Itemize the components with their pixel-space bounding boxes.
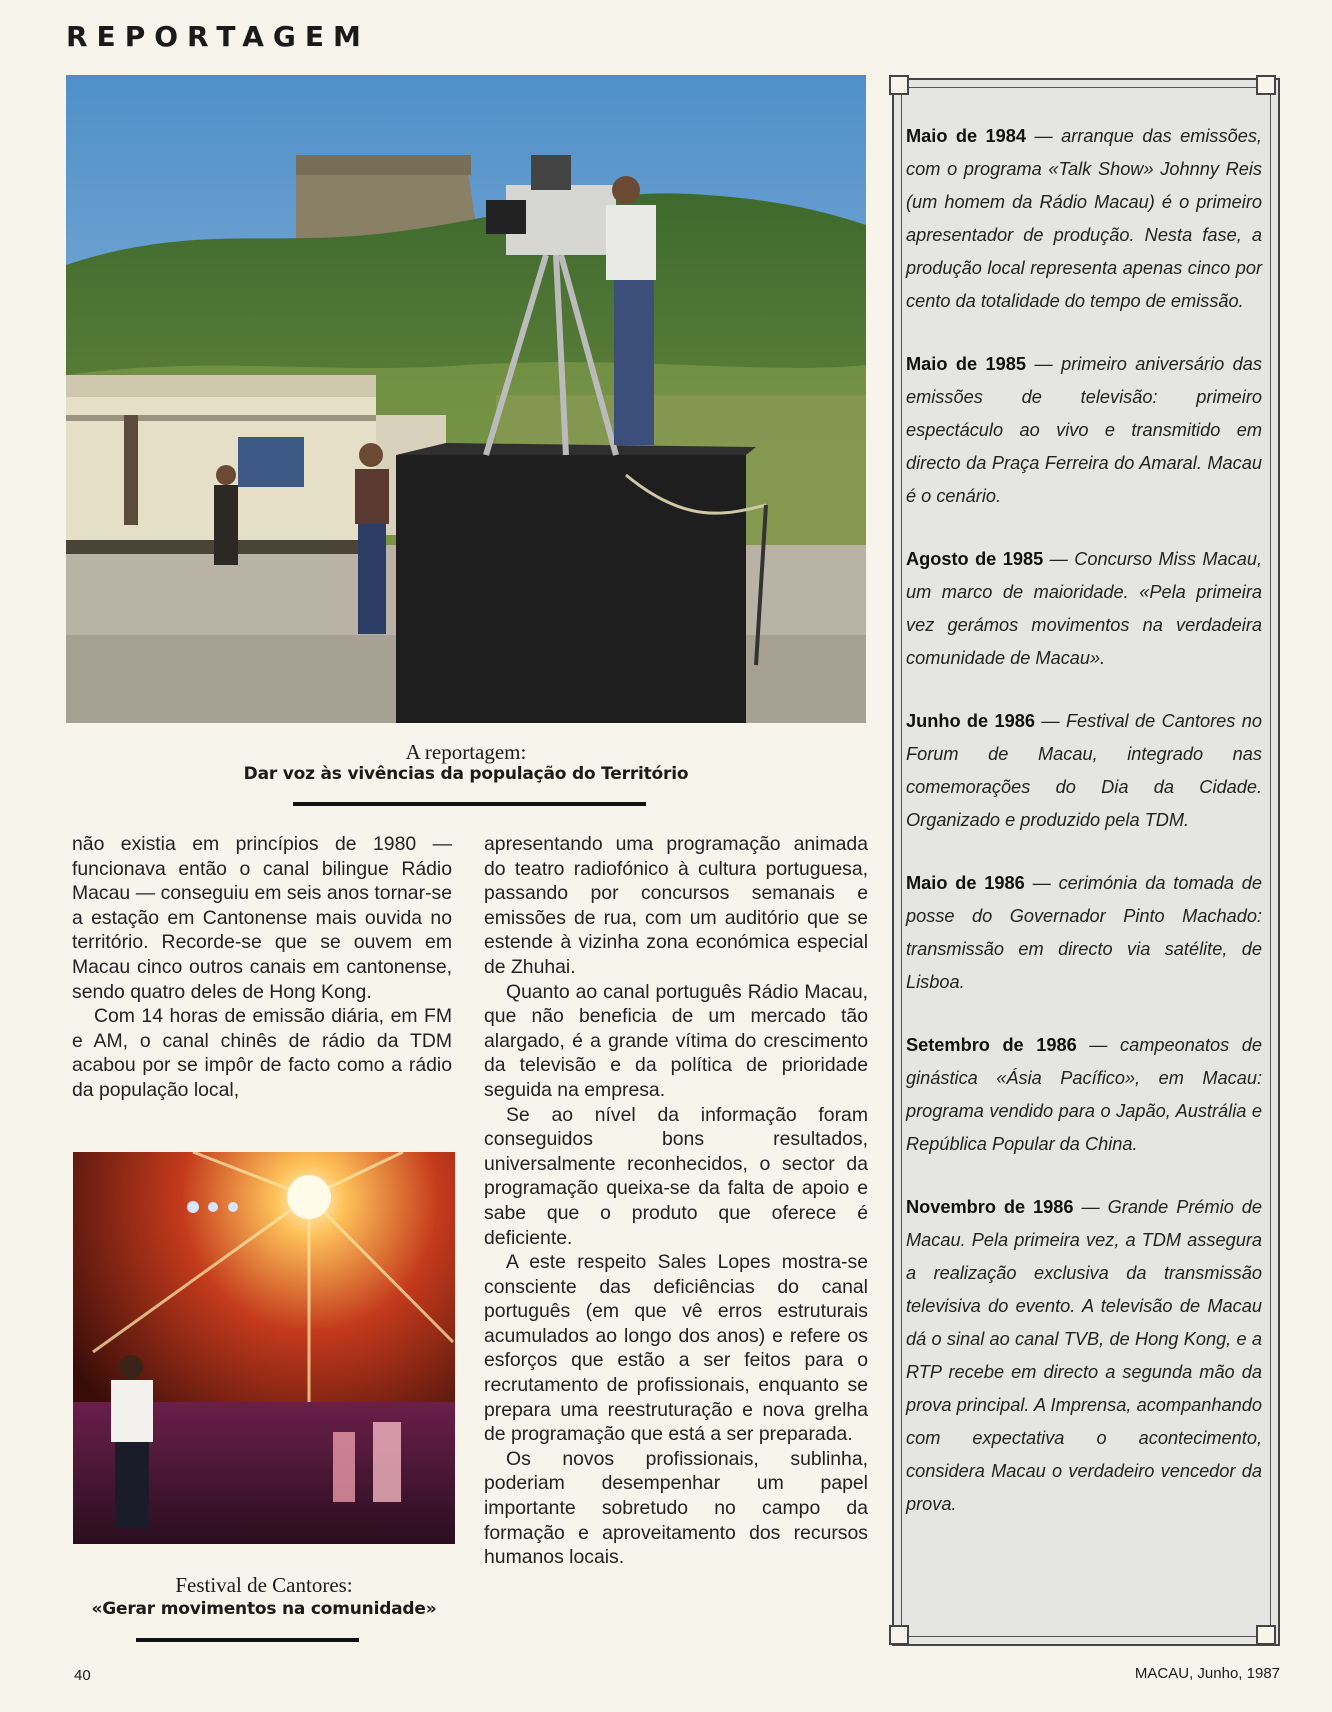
paragraph: Quanto ao canal português Rádio Macau, que não beneficia de um mercado tão alargado, é a grande vítima do crescimento da televisão e da política de prioridade seguida na empresa.	[484, 980, 868, 1101]
timeline-date: Maio de 1984	[906, 126, 1027, 146]
paragraph: apresentando uma programação animada do teatro radiofónico à cultura portuguesa, passando por concursos semanais e emissões de rua, com um auditório que se estende à vizinha zona económica especial de Zhuhai.	[484, 833, 868, 978]
timeline-text: — Grande Prémio de Macau. Pela primeira vez, a TDM assegura a realização exclusiva da transmissão televisiva do evento. A televisão de Macau dá o sinal ao canal TVB, de Hong Kong, e a RTP recebe em directo a segunda mão da prova principal. A Imprensa, acompanhando com expectativa o acontecimento, considera Macau o verdadeiro vencedor da prova.	[906, 1197, 1263, 1514]
timeline	[906, 120, 1262, 1551]
timeline-date: Novembro de 1986	[906, 1197, 1074, 1217]
paragraph: não existia em princípios de 1980 — funcionava então o canal bilingue Rádio Macau — conseguiu em seis anos tornar-se a estação em Cantonense mais ouvida no território. Recorde-se que se ouvem em Macau cinco outros canais em cantonense, sendo quatro deles de Hong Kong.	[72, 833, 452, 1003]
timeline-text: — Concurso Miss Macau, um marco de maioridade. «Pela primeira vez gerámos movimentos na verdadeira comunidade de Macau».	[906, 549, 1262, 668]
frame-corner	[889, 75, 909, 95]
paragraph: A este respeito Sales Lopes mostra-se consciente das deficiências do canal português (em que vê erros estruturais acumulados ao longo dos anos) e refere os esforços que estão a ser feitos para o recrutamento de profissionais, enquanto se prepara uma reestruturação e nova grelha de programação que está a ser preparada.	[484, 1251, 868, 1446]
timeline-entry	[906, 1191, 1262, 1521]
timeline-entry	[906, 1029, 1262, 1161]
paragraph: Com 14 horas de emissão diária, em FM e AM, o canal chinês de rádio da TDM acabou por se impôr de facto como a rádio da população local,	[72, 1005, 452, 1101]
festival-caption-rule	[136, 1638, 359, 1642]
frame-corner	[1256, 1625, 1276, 1645]
caption-rule	[293, 802, 646, 806]
timeline-date: Setembro de 1986	[906, 1035, 1077, 1055]
timeline-entry	[906, 348, 1262, 513]
timeline-text: — arranque das emissões, com o programa «Talk Show» Johnny Reis (um homem da Rádio Macau) é o primeiro apresentador de produção. Nesta fase, a produção local representa apenas cinco por cento da totalidade do tempo de emissão.	[906, 126, 1262, 311]
main-photo-caption-intro: A reportagem:	[405, 740, 527, 764]
frame-corner	[1256, 75, 1276, 95]
timeline-text: — Festival de Cantores no Forum de Macau, integrado nas comemorações do Dia da Cidade. Organizado e produzido pela TDM.	[906, 711, 1262, 830]
timeline-text: — cerimónia da tomada de posse do Governador Pinto Machado: transmissão em directo via satélite, de Lisboa.	[906, 873, 1262, 992]
timeline-date: Junho de 1986	[906, 711, 1035, 731]
body-column-1	[72, 832, 452, 1103]
festival-caption-intro: Festival de Cantores:	[175, 1573, 353, 1597]
festival-caption-headline: «Gerar movimentos na comunidade»	[91, 1599, 437, 1619]
paragraph: Se ao nível da informação foram conseguidos bons resultados, universalmente reconhecidos, o sector da programação queixa-se da falta de apoio e sabe que o produto que oferece é deficiente.	[484, 1103, 868, 1249]
outdoor-broadcast-photo	[66, 75, 866, 723]
timeline-entry	[906, 867, 1262, 999]
timeline-entry	[906, 120, 1262, 318]
timeline-text: — primeiro aniversário das emissões de televisão: primeiro espectáculo ao vivo e transmitido em directo da Praça Ferreira do Amaral. Macau é o cenário.	[906, 354, 1262, 506]
main-photo-caption-headline: Dar voz às vivências da população do Território	[243, 764, 689, 784]
body-column-2	[484, 832, 868, 1570]
timeline-date: Agosto de 1985	[906, 549, 1044, 569]
section-title: REPORTAGEM	[66, 20, 370, 53]
timeline-date: Maio de 1986	[906, 873, 1025, 893]
page-number: 40	[74, 1667, 91, 1684]
frame-corner	[889, 1625, 909, 1645]
timeline-text: — campeonatos de ginástica «Ásia Pacífico», em Macau: programa vendido para o Japão, Austrália e República Popular da China.	[906, 1035, 1262, 1154]
timeline-entry	[906, 705, 1262, 837]
paragraph: Os novos profissionais, sublinha, poderiam desempenhar um papel importante sobretudo no campo da formação e aproveitamento dos recursos humanos locais.	[484, 1447, 868, 1569]
publication-footer: MACAU, Junho, 1987	[1134, 1665, 1280, 1682]
timeline-entry	[906, 543, 1262, 675]
festival-stage-photo	[73, 1152, 455, 1544]
timeline-date: Maio de 1985	[906, 354, 1027, 374]
